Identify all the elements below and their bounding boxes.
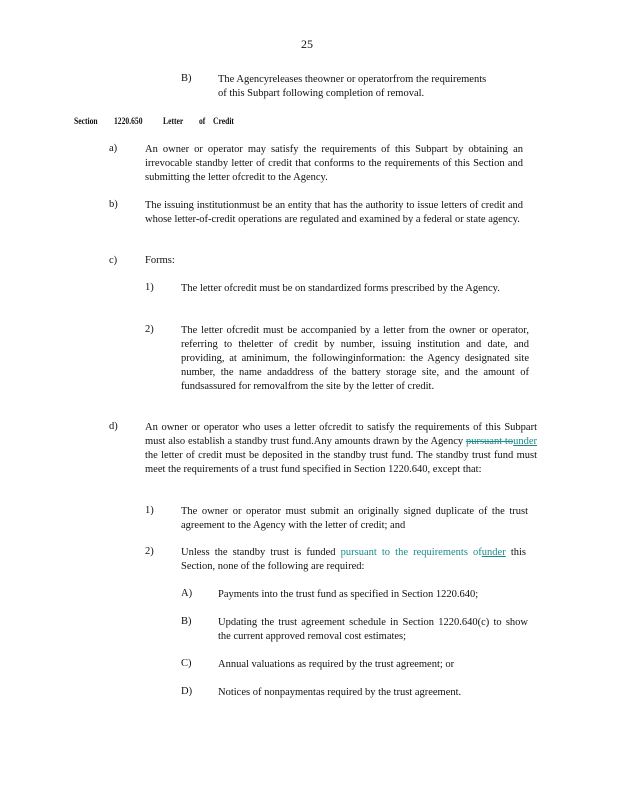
text-segment: the letter of credit must be deposited in the standby trust fund. The standby trust fund must meet the requirements of a trust fund specified in Section 1220.640, except that: bbox=[145, 450, 537, 475]
subsubitem-label: C) bbox=[181, 658, 192, 669]
inserted-text: pursuant to the requirements of bbox=[340, 547, 482, 558]
subsubitem-label: B) bbox=[181, 616, 192, 627]
item-line: The Agencyreleases theowner or operatorfrom the requirements bbox=[218, 74, 487, 85]
subitem-label: 2) bbox=[145, 324, 154, 335]
item-label: B) bbox=[181, 73, 192, 84]
subitem-text: The owner or operator must submit an originally signed duplicate of the trust agreement to the Agency with the letter of credit; and bbox=[181, 506, 528, 531]
inserted-text: under bbox=[481, 547, 506, 558]
paragraph-text: An owner or operator may satisfy the requirements of this Subpart by obtaining an irrevocable standby letter of credit that conforms to the requirements of this Section and submitting the letter ofcredit to the Agency. bbox=[145, 144, 523, 183]
item-text bbox=[218, 73, 516, 101]
subitem-text: The letter ofcredit must be on standardized forms prescribed by the Agency. bbox=[181, 283, 500, 294]
subsubitem-text: Annual valuations as required by the trust agreement; or bbox=[218, 659, 455, 670]
paragraph-label: d) bbox=[109, 421, 118, 432]
text-segment: An owner or operator who uses a letter ofcredit to satisfy the requirements of this Subpart must also establish a standby trust fund.Any amounts drawn by the Agency bbox=[145, 422, 537, 447]
subitem-text: The letter ofcredit must be accompanied by a letter from the owner or operator, referring to theletter of credit by number, issuing institution and date, and providing, at aminimum, the followinginformation: the Agency designated site number, the name andaddress of the battery storage site, and the amount of fundsassured for removalfrom the site by the letter of credit. bbox=[181, 325, 529, 392]
section-title-word: Credit bbox=[213, 117, 234, 127]
page-number: 25 bbox=[301, 37, 313, 51]
text-segment: this Section, none of the following are required: bbox=[181, 547, 527, 572]
section-number: 1220.650 bbox=[114, 117, 143, 127]
paragraph-text: Forms: bbox=[145, 255, 175, 266]
text-segment: Unless the standby trust is funded bbox=[181, 547, 336, 558]
paragraph-text: The issuing institutionmust be an entity that has the authority to issue letters of credit and whose letter-of-credit operations are regulated and examined by a federal or state agency. bbox=[145, 200, 523, 225]
subitem-label: 1) bbox=[145, 282, 154, 293]
subsubitem-text: Payments into the trust fund as specified in Section 1220.640; bbox=[218, 589, 479, 600]
subsubitem-label: A) bbox=[181, 588, 193, 599]
subitem-label: 2) bbox=[145, 546, 154, 557]
paragraph-label: c) bbox=[109, 255, 118, 266]
subsubitem-label: D) bbox=[181, 686, 193, 697]
subitem-text bbox=[181, 546, 526, 574]
subsubitem-text: Updating the trust agreement schedule in Section 1220.640(c) to show the current approved removal cost estimates; bbox=[218, 617, 528, 642]
subsubitem-text: Notices of nonpaymentas required by the trust agreement. bbox=[218, 687, 462, 698]
section-title-word: of bbox=[199, 117, 206, 127]
item-line: of this Subpart following completion of removal. bbox=[218, 88, 425, 99]
subitem-label: 1) bbox=[145, 505, 154, 516]
paragraph-label: a) bbox=[109, 143, 118, 154]
deleted-text: pursuant to bbox=[465, 436, 514, 447]
paragraph-label: b) bbox=[109, 199, 118, 210]
inserted-text: under bbox=[513, 436, 538, 447]
section-word: Section bbox=[74, 117, 98, 127]
paragraph-text bbox=[145, 421, 537, 477]
section-title-word: Letter bbox=[163, 117, 184, 127]
